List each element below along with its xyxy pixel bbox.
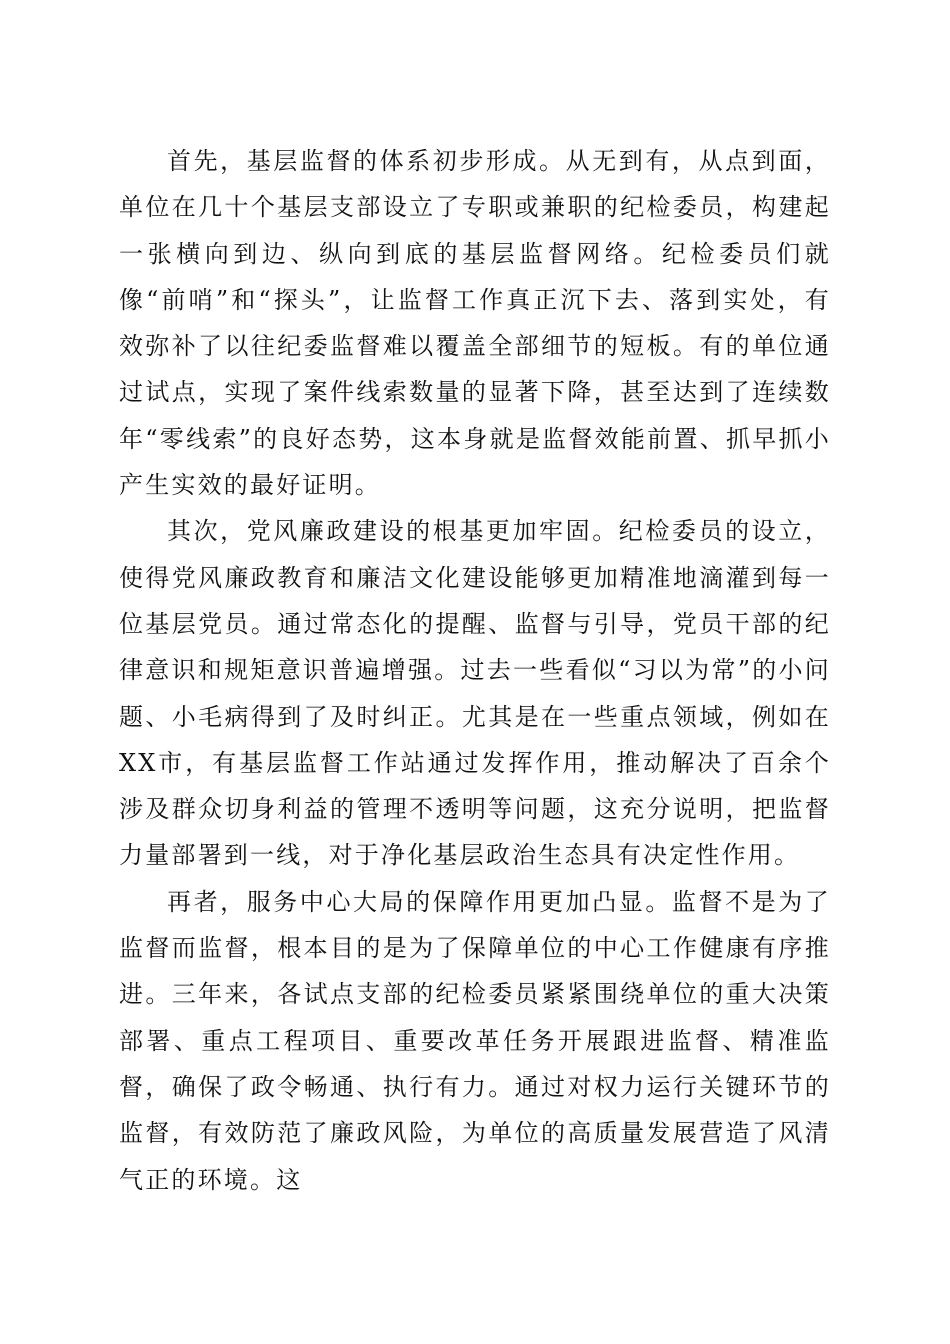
paragraph-party-conduct: 其次，党风廉政建设的根基更加牢固。纪检委员的设立，使得党风廉政教育和廉洁文化建设能够更加精准地滴灌到每一位基层党员。通过常态化的提醒、监督与引导，党员干部的纪律意识和规矩意识普遍增强。过去一些看似“习以为常”的小问题、小毛病得到了及时纠正。尤其是在一些重点领域，例如在XX市，有基层监督工作站通过发挥作用，推动解决了百余个涉及群众切身利益的管理不透明等问题，这充分说明，把监督力量部署到一线，对于净化基层政治生态具有决定性作用。 bbox=[119, 517, 831, 870]
body-text bbox=[119, 138, 831, 1203]
paragraph-grassroots-supervision: 首先，基层监督的体系初步形成。从无到有，从点到面，单位在几十个基层支部设立了专职或兼职的纪检委员，构建起一张横向到边、纵向到底的基层监督网络。纪检委员们就像“前哨”和“探头”，让监督工作真正沉下去、落到实处，有效弥补了以往纪委监督难以覆盖全部细节的短板。有的单位通过试点，实现了案件线索数量的显著下降，甚至达到了连续数年“零线索”的良好态势，这本身就是监督效能前置、抓早抓小产生实效的最好证明。 bbox=[119, 147, 831, 500]
paragraph-serving-central-work: 再者，服务中心大局的保障作用更加凸显。监督不是为了监督而监督，根本目的是为了保障单位的中心工作健康有序推进。三年来，各试点支部的纪检委员紧紧围绕单位的重大决策部署、重点工程项目、重要改革任务开展跟进监督、精准监督，确保了政令畅通、执行有力。通过对权力运行关键环节的监督，有效防范了廉政风险，为单位的高质量发展营造了风清气正的环境。这 bbox=[119, 887, 831, 1194]
